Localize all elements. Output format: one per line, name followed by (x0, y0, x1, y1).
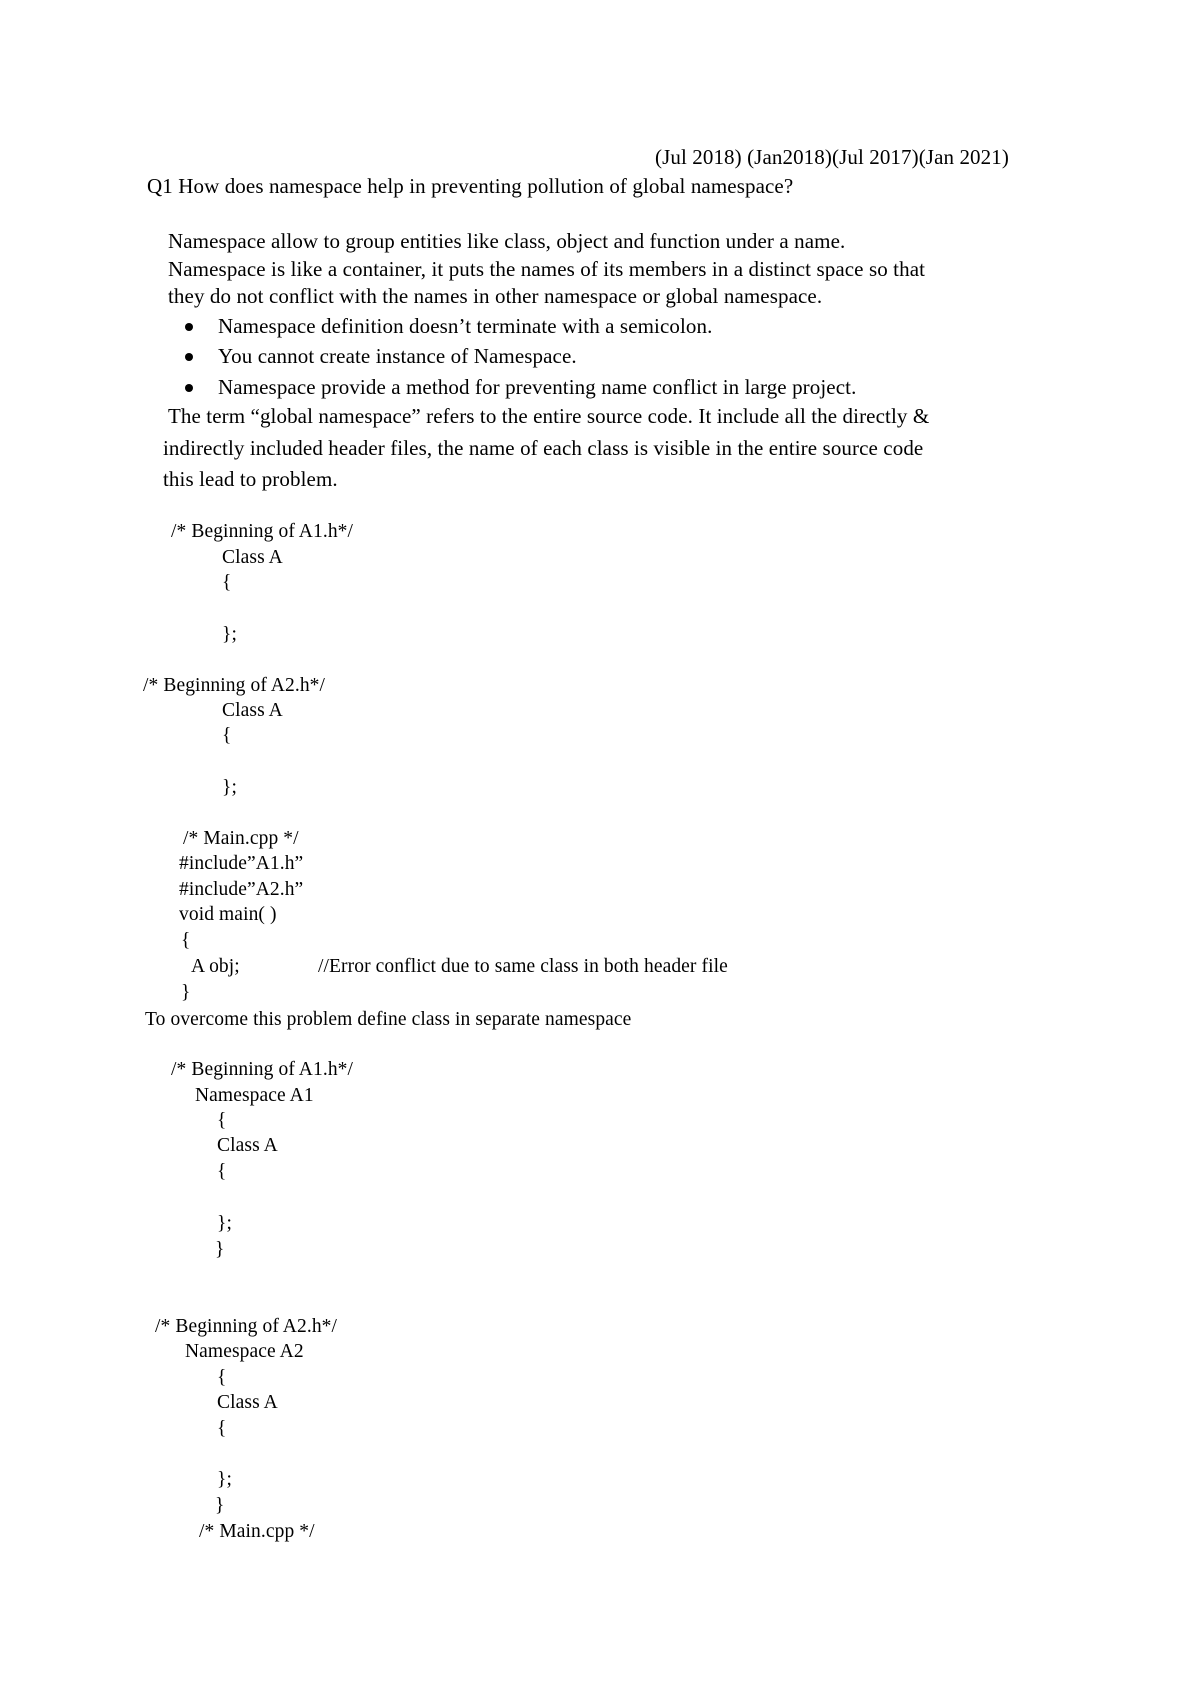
code-line: #include”A1.h” (179, 853, 304, 874)
code-comment: //Error conflict due to same class in both header file (318, 956, 728, 977)
code-line: Class A (217, 1135, 278, 1156)
code-brace: }; (217, 1469, 232, 1490)
code-brace: { (217, 1110, 227, 1131)
code-comment: /* Beginning of A2.h*/ (143, 675, 326, 696)
code-brace: { (181, 930, 191, 951)
code-comment: /* Beginning of A1.h*/ (171, 1059, 354, 1080)
exam-dates: (Jul 2018) (Jan2018)(Jul 2017)(Jan 2021) (655, 145, 1009, 169)
code-brace: { (217, 1161, 227, 1182)
code-comment: /* Main.cpp */ (199, 1521, 315, 1542)
answer-line: this lead to problem. (163, 467, 338, 491)
code-line: A obj; (191, 956, 240, 977)
code-brace: } (215, 1495, 225, 1516)
transition-line: To overcome this problem define class in separate namespace (145, 1009, 632, 1030)
question-title: Q1 How does namespace help in preventing pollution of global namespace? (147, 174, 794, 198)
bullet-item: You cannot create instance of Namespace. (218, 344, 577, 368)
bullet-icon (185, 384, 193, 392)
code-comment: /* Beginning of A1.h*/ (171, 521, 354, 542)
answer-line: they do not conflict with the names in other namespace or global namespace. (168, 284, 823, 308)
code-line: Class A (217, 1392, 278, 1413)
answer-line: Namespace is like a container, it puts the names of its members in a distinct space so that (168, 257, 926, 281)
bullet-icon (185, 323, 193, 331)
answer-line: The term “global namespace” refers to the entire source code. It include all the directly & (168, 404, 930, 428)
code-line: Namespace A2 (185, 1341, 304, 1362)
code-brace: }; (222, 624, 237, 645)
answer-line: indirectly included header files, the name of each class is visible in the entire source code (163, 436, 924, 460)
code-brace: { (217, 1418, 227, 1439)
code-brace: { (217, 1367, 227, 1388)
code-brace: }; (222, 777, 237, 798)
code-line: void main( ) (179, 904, 277, 925)
code-brace: } (215, 1239, 225, 1260)
bullet-icon (185, 353, 193, 361)
code-line: Class A (222, 700, 283, 721)
code-line: #include”A2.h” (179, 879, 304, 900)
code-comment: /* Main.cpp */ (183, 828, 299, 849)
code-line: Class A (222, 547, 283, 568)
bullet-item: Namespace provide a method for preventing name conflict in large project. (218, 375, 857, 399)
code-brace: { (222, 725, 232, 746)
code-comment: /* Beginning of A2.h*/ (155, 1316, 338, 1337)
answer-line: Namespace allow to group entities like class, object and function under a name. (168, 229, 846, 253)
code-brace: }; (217, 1213, 232, 1234)
code-brace: } (181, 982, 191, 1003)
code-brace: { (222, 572, 232, 593)
code-line: Namespace A1 (195, 1085, 314, 1106)
bullet-item: Namespace definition doesn’t terminate with a semicolon. (218, 314, 713, 338)
